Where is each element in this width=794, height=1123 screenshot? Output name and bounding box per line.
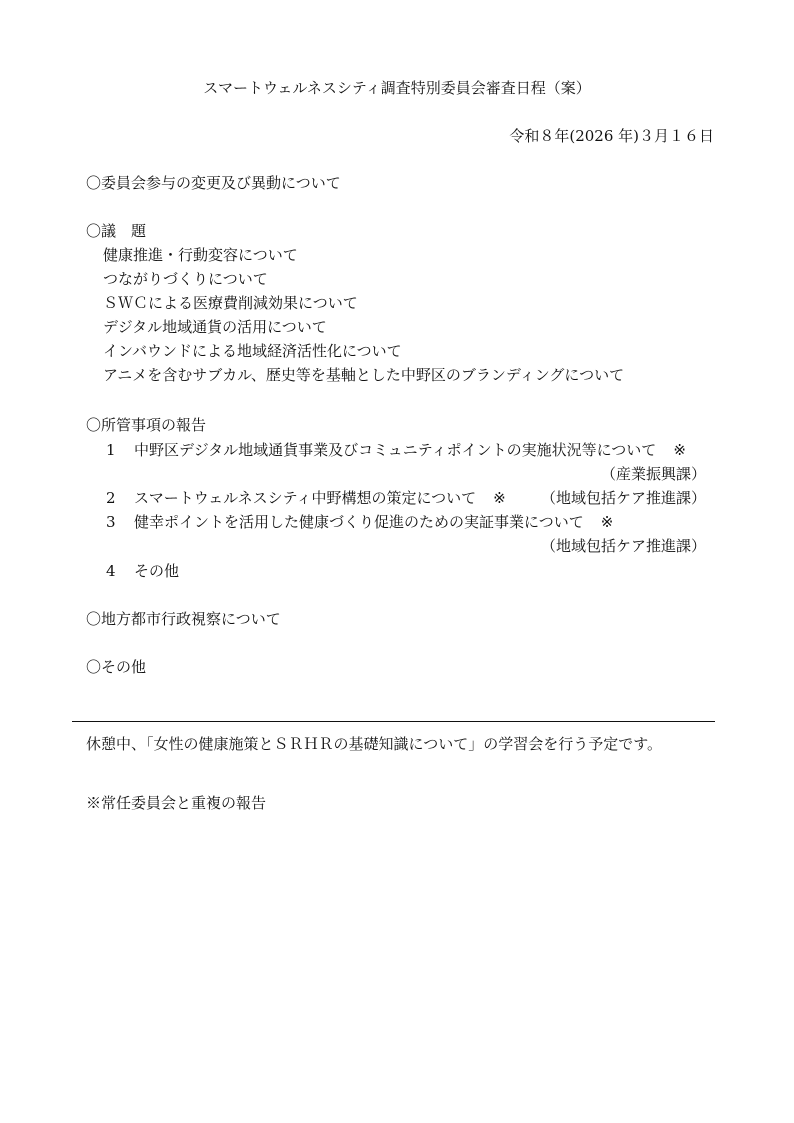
document-title: スマートウェルネスシティ調査特別委員会審査日程（案） [203,79,591,97]
report-title: その他 [134,562,180,580]
report-title [134,438,686,462]
overlap-mark: ※ [600,513,614,531]
report-title [134,510,613,534]
section-member-changes: 〇委員会参与の変更及び異動について [86,174,341,192]
report-department: （地域包括ケア推進課） [540,489,706,507]
report-title-text: 中野区デジタル地域通貨事業及びコミュニティポイントの実施状況等について [134,441,657,459]
overlap-mark: ※ [673,441,686,459]
report-title-text: スマートウェルネスシティ中野構想の策定について [134,489,477,507]
report-number: 1 [106,441,116,459]
report-title [134,486,506,510]
report-department: （産業振興課） [600,465,706,483]
section-reports-heading: 〇所管事項の報告 [86,416,207,434]
report-title-text: 健幸ポイントを活用した健康づくり促進のための実証事業について [134,513,584,531]
agenda-item: つながりづくりについて [103,270,268,288]
agenda-item: ＳＷＣによる医療費削減効果について [103,294,358,312]
divider-line [72,721,715,722]
report-number: 3 [106,513,116,531]
agenda-item: 健康推進・行動変容について [103,246,298,264]
overlap-mark: ※ [493,489,506,507]
document-date: 令和８年(2026 年)３月１６日 [509,127,714,145]
footnote: ※常任委員会と重複の報告 [86,794,267,812]
recess-note: 休憩中、「女性の健康施策とＳＲＨＲの基礎知識について」の学習会を行う予定です。 [86,735,663,753]
agenda-item: デジタル地域通貨の活用について [103,318,327,336]
report-number: 2 [106,489,116,507]
section-inspection: 〇地方都市行政視察について [86,610,281,628]
agenda-item: アニメを含むサブカル、歴史等を基軸とした中野区のブランディングについて [103,366,625,384]
report-number: 4 [106,562,116,580]
section-agenda-heading: 〇議 題 [86,222,147,240]
agenda-item: インバウンドによる地域経済活性化について [103,342,402,360]
report-department: （地域包括ケア推進課） [540,537,706,555]
section-other: 〇その他 [86,658,147,676]
